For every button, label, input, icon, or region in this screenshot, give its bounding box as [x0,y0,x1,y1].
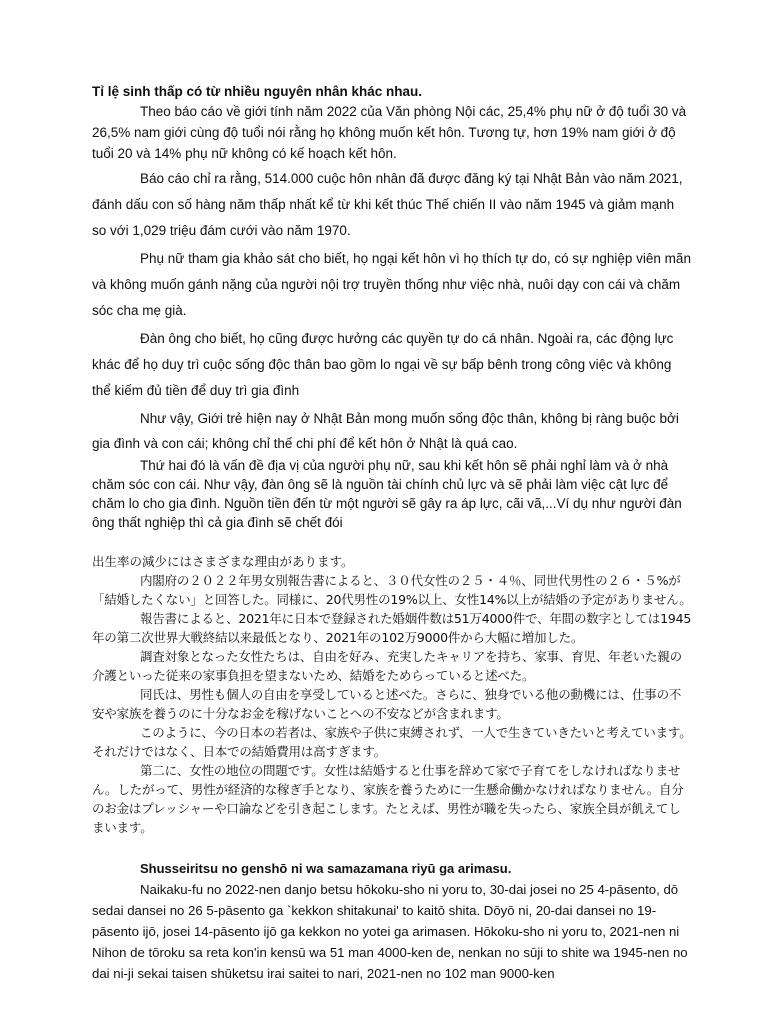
japanese-paragraph-3: 調査対象となった女性たちは、自由を好み、充実したキャリアを持ち、家事、育児、年老いた親の介護といった従来の家事負担を望まないため、結婚をためらっていると述べた。 [92,649,682,683]
vietnamese-paragraph-6: Thứ hai đó là vấn đề địa vị của người phụ nữ, sau khi kết hôn sẽ phải nghỉ làm và ở nhà chăm sóc con cái. Như vậy, đàn ông sẽ là nguồn tài chính chủ lực và sẽ phải làm việc cật lực để chăm lo cho gia đình. Nguồn tiền đến từ một người sẽ gây ra áp lực, cãi vã,...Ví dụ như người đàn ông thất nghiệp thì cả gia đình sẽ chết đói [92,458,682,530]
japanese-section [92,552,692,837]
romaji-paragraph-1: Naikaku-fu no 2022-nen danjo betsu hōkoku-sho ni yoru to, 30-dai josei no 25 4-pāsento, dō sedai dansei no 26 5-pāsento ga `kekkon shitakunai' to kaitō shita. Dōyō ni, 20-dai dansei no 19-pāsento ijō, josei 14-pāsento ijō ga kekkon no yotei ga arimasen. Hōkoku-sho ni yoru to, 2021-nen ni Nihon de tōroku sa reta kon'in kensū wa 51 man 4000-ken de, nenkan no sūji to shite wa 1945-nen no dai ni-ji sekai taisen shūketsu irai saitei to nari, 2021-nen no 102 man 9000-ken [92,882,688,981]
romaji-title: Shusseiritsu no genshō ni wa samazamana riyū ga arimasu. [140,861,512,876]
vietnamese-title: Tỉ lệ sinh thấp có từ nhiều nguyên nhân khác nhau. [92,84,423,99]
romaji-section [92,859,692,984]
vietnamese-paragraph-1: Theo báo cáo về giới tính năm 2022 của Văn phòng Nội các, 25,4% phụ nữ ở độ tuổi 30 và 26,5% nam giới cùng độ tuổi nói rằng họ không muốn kết hôn. Tương tự, hơn 19% nam giới ở độ tuổi 20 và 14% phụ nữ không có kế hoạch kết hôn. [92,104,687,161]
vietnamese-paragraph-2: Báo cáo chỉ ra rằng, 514.000 cuộc hôn nhân đã được đăng ký tại Nhật Bản vào năm 2021, đánh dấu con số hàng năm thấp nhất kể từ khi kết thúc Thế chiến II vào năm 1945 và giảm mạnh so với 1,029 triệu đám cưới vào năm 1970. [92,171,683,238]
japanese-title: 出生率の減少にはさまざまな理由があります。 [92,554,354,569]
vietnamese-paragraph-4: Đàn ông cho biết, họ cũng được hưởng các quyền tự do cá nhân. Ngoài ra, các động lực khác để họ duy trì cuộc sống độc thân bao gồm lo ngại về sự bấp bênh trong công việc và không thể kiếm đủ tiền để duy trì gia đình [92,331,674,398]
vietnamese-section [92,82,692,532]
vietnamese-paragraph-5: Như vậy, Giới trẻ hiện nay ở Nhật Bản mong muốn sống độc thân, không bị ràng buộc bởi gia đình và con cái; không chỉ thế chi phí để kết hôn ở Nhật là quá cao. [92,411,679,451]
japanese-paragraph-4: 同氏は、男性も個人の自由を享受していると述べた。さらに、独身でいる他の動機には、仕事の不安や家族を養うのに十分なお金を稼げないことへの不安などが含まれます。 [92,687,682,721]
vietnamese-paragraph-3: Phụ nữ tham gia khảo sát cho biết, họ ngại kết hôn vì họ thích tự do, có sự nghiệp viên mãn và không muốn gánh nặng của người nội trợ truyền thống như việc nhà, nuôi dạy con cái và chăm sóc cha mẹ già. [92,251,691,318]
japanese-paragraph-2: 報告書によると、2021年に日本で登録された婚姻件数は51万4000件で、年間の数字としては1945年の第二次世界大戦終結以来最低となり、2021年の102万9000件から大幅に増加した。 [92,611,692,645]
japanese-paragraph-1: 内閣府の２０２２年男女別報告書によると、３０代女性の２５・４％、同世代男性の２６・５%が「結婚したくない」と回答した。同様に、20代男性の19%以上、女性14%以上が結婚の予定がありません。 [92,573,692,607]
japanese-paragraph-6: 第二に、女性の地位の問題です。女性は結婚すると仕事を辞めて家で子育てをしなければなりません。したがって、男性が経済的な稼ぎ手となり、家族を養うために一生懸命働かなければなりません。自分のお金はプレッシャーや口論などを引き起こします。たとえば、男性が職を失ったら、家族全員が飢えてしまいます。 [92,763,684,835]
japanese-paragraph-5: このように、今の日本の若者は、家族や子供に束縛されず、一人で生きていきたいと考えています。それだけではなく、日本での結婚費用は高すぎます。 [92,725,692,759]
document-page [92,82,692,984]
